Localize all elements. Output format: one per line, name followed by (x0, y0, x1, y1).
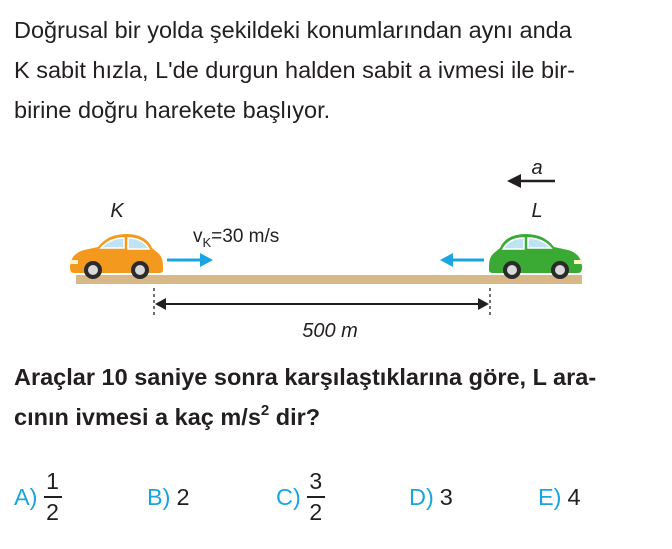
car-l (489, 234, 582, 279)
intro-line-3: birine doğru harekete başlıyor. (14, 97, 331, 123)
velocity-label-k: $v_K=30$ m/s (193, 226, 280, 250)
option-b-value: 2 (176, 483, 190, 510)
answer-options (0, 462, 672, 542)
option-c-fraction (307, 468, 325, 526)
option-c-numerator: 3 (309, 468, 323, 494)
option-c-denominator: 2 (309, 499, 323, 525)
option-c[interactable] (276, 462, 325, 532)
option-e[interactable] (538, 462, 581, 532)
option-b[interactable] (147, 462, 190, 532)
fraction-bar (44, 496, 62, 498)
option-d-letter: D) (409, 483, 434, 510)
intro-line-2: K sabit hızla, L'de durgun halden sabit a ivmesi ile bir- (14, 57, 575, 83)
label-l: L (531, 200, 543, 222)
option-e-letter: E) (538, 483, 562, 510)
option-a[interactable] (14, 462, 62, 532)
car-k (70, 234, 163, 279)
distance-label: 500 m (302, 320, 358, 342)
question-line-1: Araçlar 10 saniye sonra karşılaştıklarına göre, L ara- (14, 364, 597, 390)
fraction-bar (307, 496, 325, 498)
option-c-letter: C) (276, 483, 301, 510)
velocity-arrow-l (440, 253, 484, 267)
option-b-letter: B) (147, 483, 171, 510)
question-line-2: cının ivmesi a kaç $m/s^2$ dir? (14, 402, 321, 430)
label-k: K (110, 200, 124, 222)
velocity-arrow-k (167, 253, 213, 267)
option-d-value: 3 (439, 483, 453, 510)
problem-statement (14, 10, 664, 130)
option-a-fraction (44, 468, 62, 526)
option-a-numerator: 1 (46, 468, 59, 494)
option-e-value: 4 (567, 483, 581, 510)
distance-arrow (155, 298, 489, 310)
option-a-letter: A) (14, 483, 38, 510)
motion-diagram (0, 150, 672, 350)
option-d[interactable] (409, 462, 453, 532)
question (14, 357, 664, 437)
acceleration-label: a (531, 157, 543, 179)
intro-line-1: Doğrusal bir yolda şekildeki konumlarından aynı anda (14, 17, 572, 43)
option-a-denominator: 2 (46, 499, 59, 525)
